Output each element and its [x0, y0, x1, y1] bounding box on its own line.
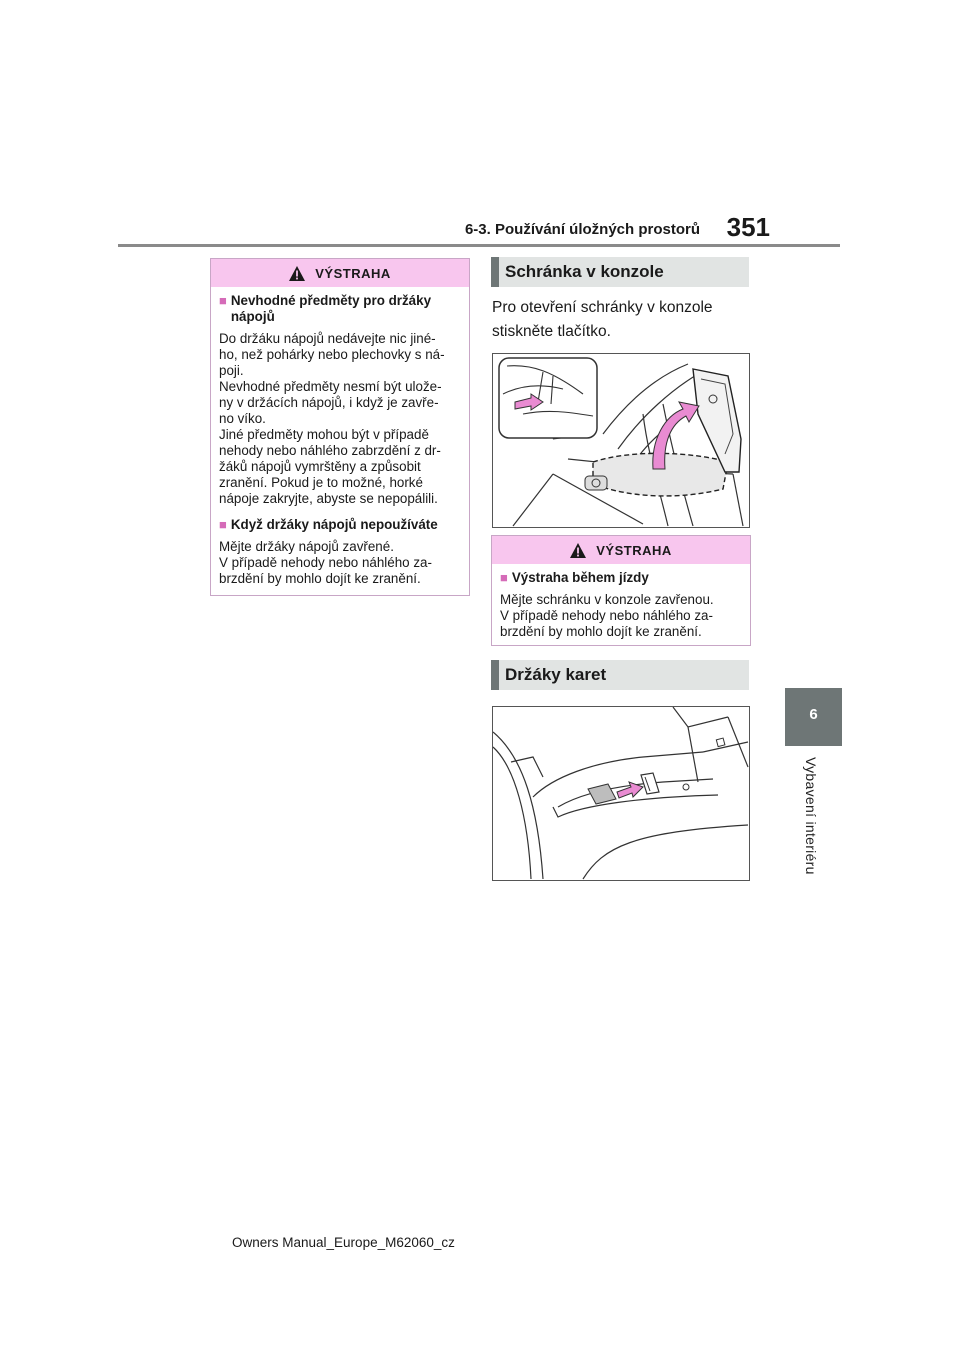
- page-number: 351: [726, 212, 770, 242]
- warning-item-text: Mějte schránku v konzole zavřenou. V případě nehody nebo náhlého za- brzdění by mohlo dojít ke zranění.: [500, 592, 714, 639]
- warning-item-text: Mějte držáky nápojů zavřené. V případě nehody nebo náhlého za- brzdění by mohlo dojít ke zranění.: [219, 539, 432, 586]
- warning-triangle-icon: [570, 543, 586, 558]
- warning-item-title: Když držáky nápojů nepoužíváte: [230, 517, 438, 532]
- warning-item-text: Do držáku nápojů nedávejte nic jiné- ho, než pohárky nebo plechovky s ná- poji. Nevhodné předměty nesmí být ulože- ny v držácích nápojů, i když je zavře- no víko. Jiné předměty mohou být v případě nehody nebo náhlého zabrzdění z dr- žáků nápojů vymrštěny a způsobit zranění. Pokud je to možné, horké nápoje zakryjte, abyste se nepopálili.: [219, 331, 445, 506]
- header-divider: [118, 244, 840, 247]
- warning-box-cup-holders: [210, 258, 470, 596]
- section-heading-card-holders: Držáky karet: [491, 660, 749, 690]
- warning-subheading: [219, 293, 461, 325]
- square-bullet-icon: ■: [500, 570, 508, 585]
- warning-subheading: [500, 570, 742, 586]
- footer-text: Owners Manual_Europe_M62060_cz: [232, 1235, 455, 1250]
- square-bullet-icon: ■: [219, 517, 227, 532]
- section-title: 6-3. Používání úložných prostorů: [464, 221, 700, 238]
- warning-item-title: Výstraha během jízdy: [511, 570, 649, 585]
- warning-item-title: Nevhodné předměty pro držáky nápojů: [230, 293, 432, 324]
- console-box-illustration: [492, 353, 750, 528]
- section-heading-console-box: Schránka v konzole: [491, 257, 749, 287]
- chapter-number: 6: [809, 706, 818, 723]
- warning-heading: VÝSTRAHA: [315, 265, 391, 281]
- warning-header: [211, 259, 469, 287]
- warning-triangle-icon: [289, 266, 305, 281]
- warning-subheading: [219, 517, 461, 533]
- console-instructions: Pro otevření schránky v konzole stiskněte tlačítko.: [492, 299, 713, 340]
- square-bullet-icon: ■: [219, 293, 227, 308]
- warning-box-console: [491, 535, 751, 646]
- warning-header: [492, 536, 750, 564]
- chapter-title: Vybavení interiéru: [803, 757, 819, 875]
- warning-heading: VÝSTRAHA: [596, 542, 672, 558]
- card-holder-illustration: [492, 706, 750, 881]
